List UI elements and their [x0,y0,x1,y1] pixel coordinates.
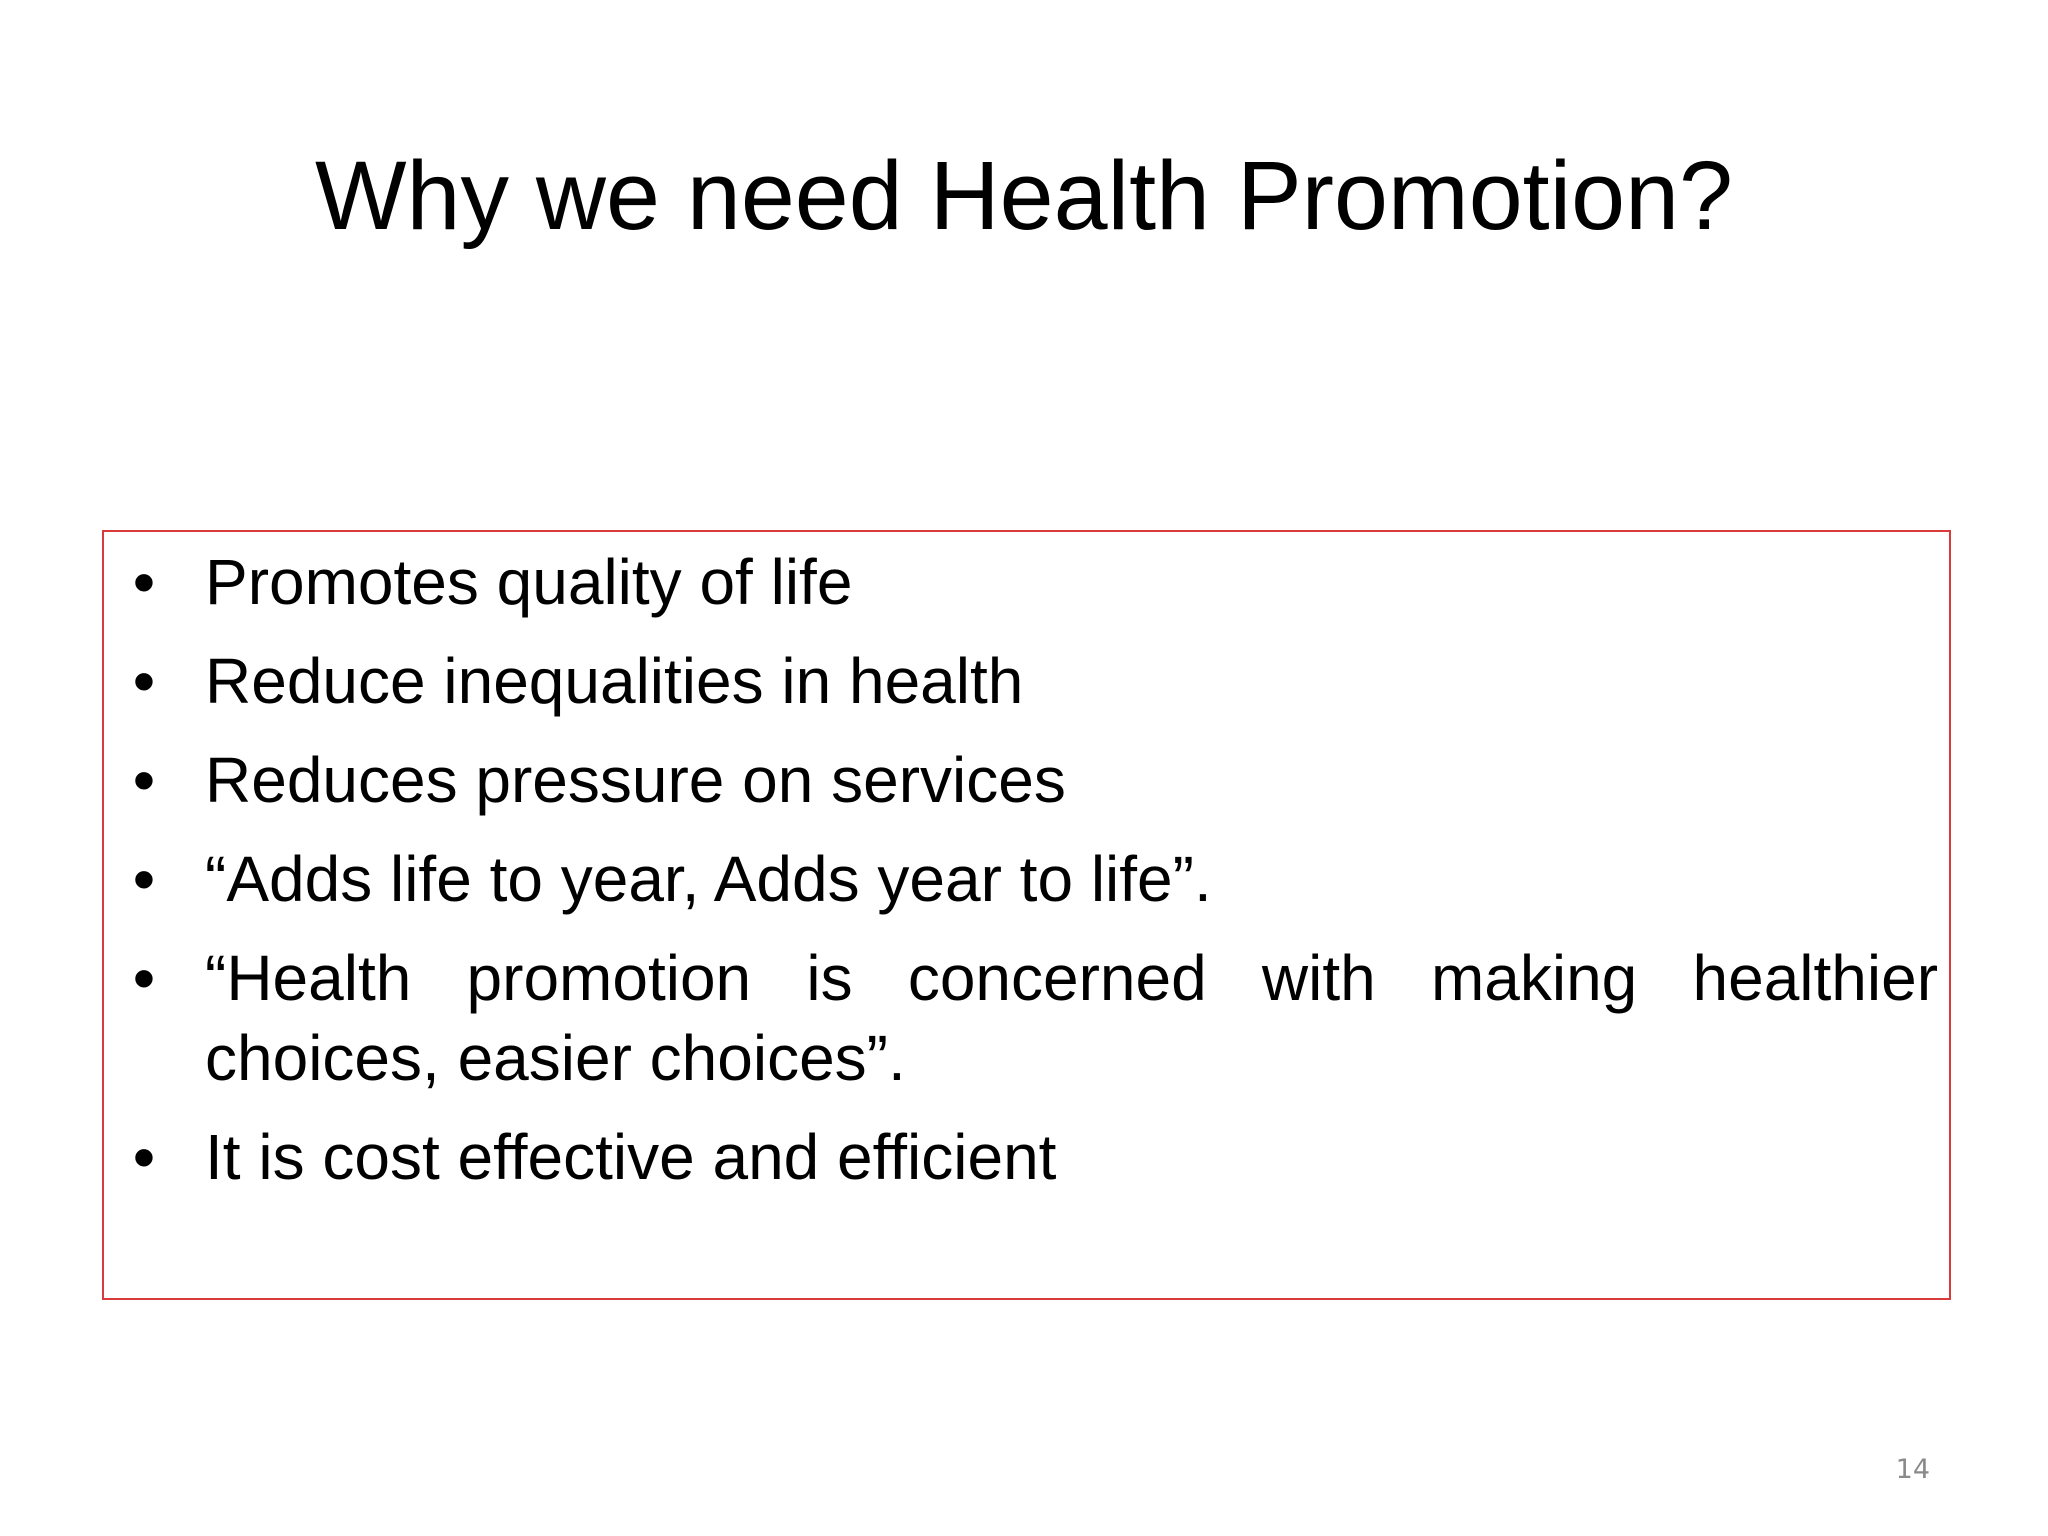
bullet-item [124,641,1938,721]
bullet-item [124,938,1938,1098]
bullet-item [124,1117,1938,1197]
bullet-list [124,542,1938,1216]
bullet-text: Reduce inequalities in health [205,645,1024,717]
bullet-text: Promotes quality of life [205,546,853,618]
bullet-text: “Adds life to year, Adds year to life”. [205,843,1212,915]
bullet-marker: • [132,942,156,1014]
bullet-item [124,542,1938,622]
bullet-text: It is cost effective and efficient [205,1121,1057,1193]
bullet-item [124,839,1938,919]
bullet-marker: • [132,744,156,816]
page-number: 14 [1895,1454,1930,1485]
bullet-marker: • [132,546,156,618]
slide-title: Why we need Health Promotion? [314,141,1733,250]
bullet-marker: • [132,1121,156,1193]
bullet-item [124,740,1938,820]
bullet-text: “Health promotion is concerned with making healthier choices, easier choices”. [205,942,1938,1094]
bullet-marker: • [132,645,156,717]
bullet-marker: • [132,843,156,915]
bullet-content-box [102,530,1951,1300]
bullet-text: Reduces pressure on services [205,744,1066,816]
